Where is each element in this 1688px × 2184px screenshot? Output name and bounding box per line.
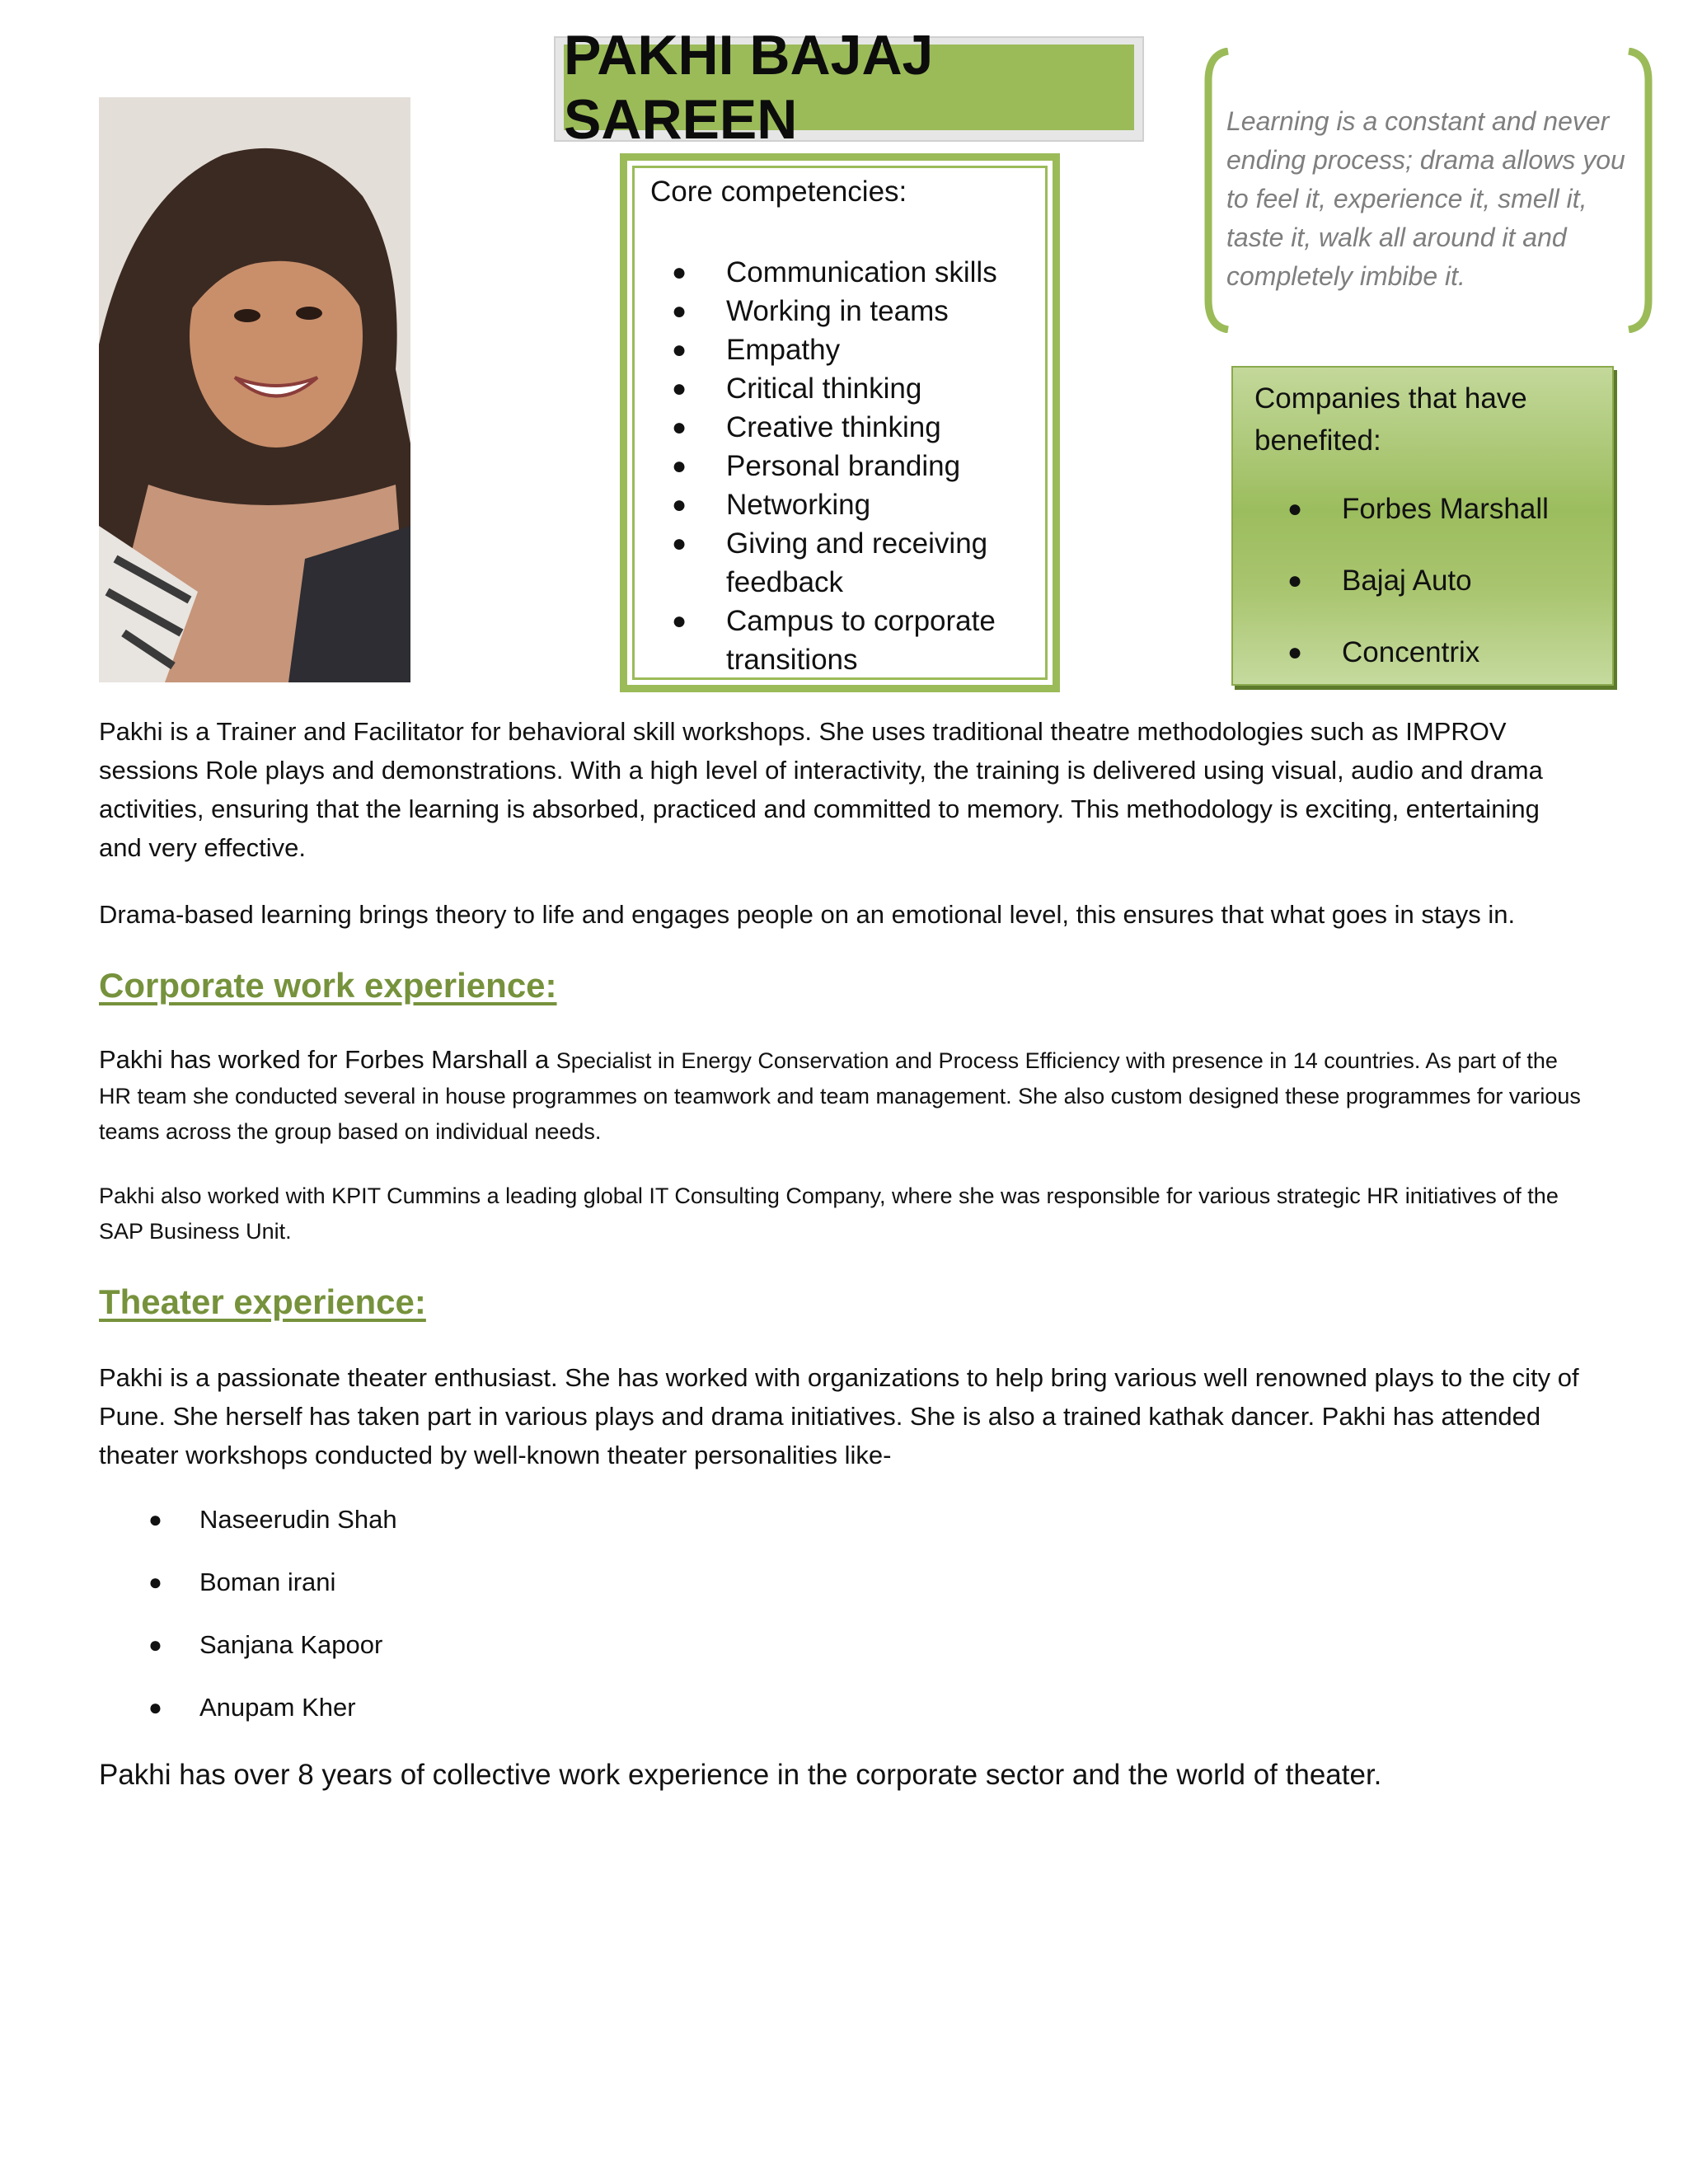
bullet-icon: ● bbox=[672, 530, 687, 557]
list-item bbox=[145, 1500, 397, 1563]
list-item-text: Creative thinking bbox=[726, 411, 941, 443]
list-item-text: Communication skills bbox=[726, 256, 997, 288]
list-item-text: Critical thinking bbox=[726, 373, 922, 405]
portrait-illustration bbox=[99, 97, 410, 682]
list-item-text: Boman irani bbox=[199, 1568, 336, 1596]
drama-paragraph: Drama-based learning brings theory to life and engages people on an emotional level, this ensures that what goes in stays in. bbox=[99, 900, 1516, 929]
bullet-icon: ● bbox=[672, 298, 687, 325]
name-banner bbox=[554, 24, 1144, 151]
list-item bbox=[1287, 561, 1549, 633]
list-item bbox=[660, 408, 1023, 447]
personalities-list bbox=[145, 1500, 397, 1750]
companies-box bbox=[1231, 366, 1614, 686]
list-item-text: Personal branding bbox=[726, 450, 961, 482]
kpit-paragraph: Pakhi also worked with KPIT Cummins a leading global IT Consulting Company, where she was responsible for various strategic HR initiatives of the SAP Business Unit. bbox=[99, 1183, 1559, 1244]
list-item-text: Campus to corporate transitions bbox=[726, 605, 996, 676]
profile-photo bbox=[99, 97, 410, 682]
bullet-icon: ● bbox=[672, 259, 687, 286]
closing-statement: Pakhi has over 8 years of collective work experience in the corporate sector and the world of theater. bbox=[99, 1759, 1382, 1791]
core-heading: Core competencies: bbox=[650, 176, 907, 208]
list-item bbox=[660, 292, 1023, 330]
bullet-icon: ● bbox=[148, 1694, 162, 1720]
list-item bbox=[145, 1563, 397, 1625]
list-item-text: Giving and receiving feedback bbox=[726, 527, 988, 598]
list-item-text: Forbes Marshall bbox=[1342, 493, 1549, 525]
bullet-icon: ● bbox=[148, 1507, 162, 1532]
bullet-icon: ● bbox=[1287, 639, 1303, 666]
bullet-icon: ● bbox=[672, 336, 687, 363]
list-item bbox=[1287, 490, 1549, 561]
list-item-text: Anupam Kher bbox=[199, 1693, 356, 1722]
list-item bbox=[660, 485, 1023, 524]
bullet-icon: ● bbox=[672, 452, 687, 480]
list-item bbox=[660, 524, 1023, 602]
list-item-text: Networking bbox=[726, 489, 871, 521]
corporate-lead: Pakhi has worked for Forbes Marshall a bbox=[99, 1045, 556, 1074]
bullet-icon: ● bbox=[148, 1632, 162, 1657]
list-item bbox=[1287, 633, 1549, 705]
companies-list bbox=[1287, 490, 1549, 705]
corporate-paragraph bbox=[99, 1042, 1582, 1150]
quote-box bbox=[1203, 48, 1653, 333]
bullet-icon: ● bbox=[1287, 495, 1303, 523]
list-item bbox=[660, 330, 1023, 369]
core-competencies-box bbox=[620, 153, 1060, 692]
core-list bbox=[660, 253, 1023, 679]
list-item bbox=[145, 1625, 397, 1688]
bullet-icon: ● bbox=[672, 607, 687, 635]
list-item-text: Sanjana Kapoor bbox=[199, 1630, 383, 1659]
corporate-rest: Specialist in Energy Conservation and Process Efficiency with presence in 14 countries. As part of the HR team she conducted several in house programmes on teamwork and team management. She also custom designed these programmes for various teams across the group based on individual needs. bbox=[99, 1048, 1581, 1144]
companies-heading: Companies that have benefited: bbox=[1254, 382, 1527, 457]
corporate-heading: Corporate work experience: bbox=[99, 966, 557, 1005]
list-item bbox=[660, 253, 1023, 292]
list-item bbox=[660, 602, 1023, 679]
theater-paragraph: Pakhi is a passionate theater enthusiast. She has worked with organizations to help bring various well renowned plays to the city of Pune. She herself has taken part in various plays and drama initiatives. She is also a trained kathak dancer. Pakhi has attended theater workshops conducted by well-known theater personalities like- bbox=[99, 1363, 1579, 1469]
list-item bbox=[660, 447, 1023, 485]
list-item-text: Working in teams bbox=[726, 295, 949, 327]
list-item-text: Naseerudin Shah bbox=[199, 1505, 397, 1534]
list-item bbox=[145, 1688, 397, 1750]
list-item-text: Empathy bbox=[726, 334, 841, 366]
bullet-icon: ● bbox=[672, 414, 687, 441]
bullet-icon: ● bbox=[1287, 567, 1303, 594]
bullet-icon: ● bbox=[672, 491, 687, 518]
intro-paragraph: Pakhi is a Trainer and Facilitator for behavioral skill workshops. She uses traditional theatre methodologies such as IMPROV sessions Role plays and demonstrations. With a high level of interactivity, the training is delivered using visual, audio and drama activities, ensuring that the learning is absorbed, practiced and committed to memory. This methodology is exciting, entertaining and very effective. bbox=[99, 717, 1543, 862]
page-title: PAKHI BAJAJ SAREEN bbox=[564, 45, 1134, 130]
list-item bbox=[660, 369, 1023, 408]
theater-heading: Theater experience: bbox=[99, 1282, 426, 1321]
list-item-text: Concentrix bbox=[1342, 636, 1480, 668]
bullet-icon: ● bbox=[672, 375, 687, 402]
quote-text: Learning is a constant and never ending process; drama allows you to feel it, experience it, smell it, taste it, walk all around it and completely imbibe it. bbox=[1226, 106, 1625, 291]
list-item-text: Bajaj Auto bbox=[1342, 565, 1472, 597]
bullet-icon: ● bbox=[148, 1569, 162, 1595]
